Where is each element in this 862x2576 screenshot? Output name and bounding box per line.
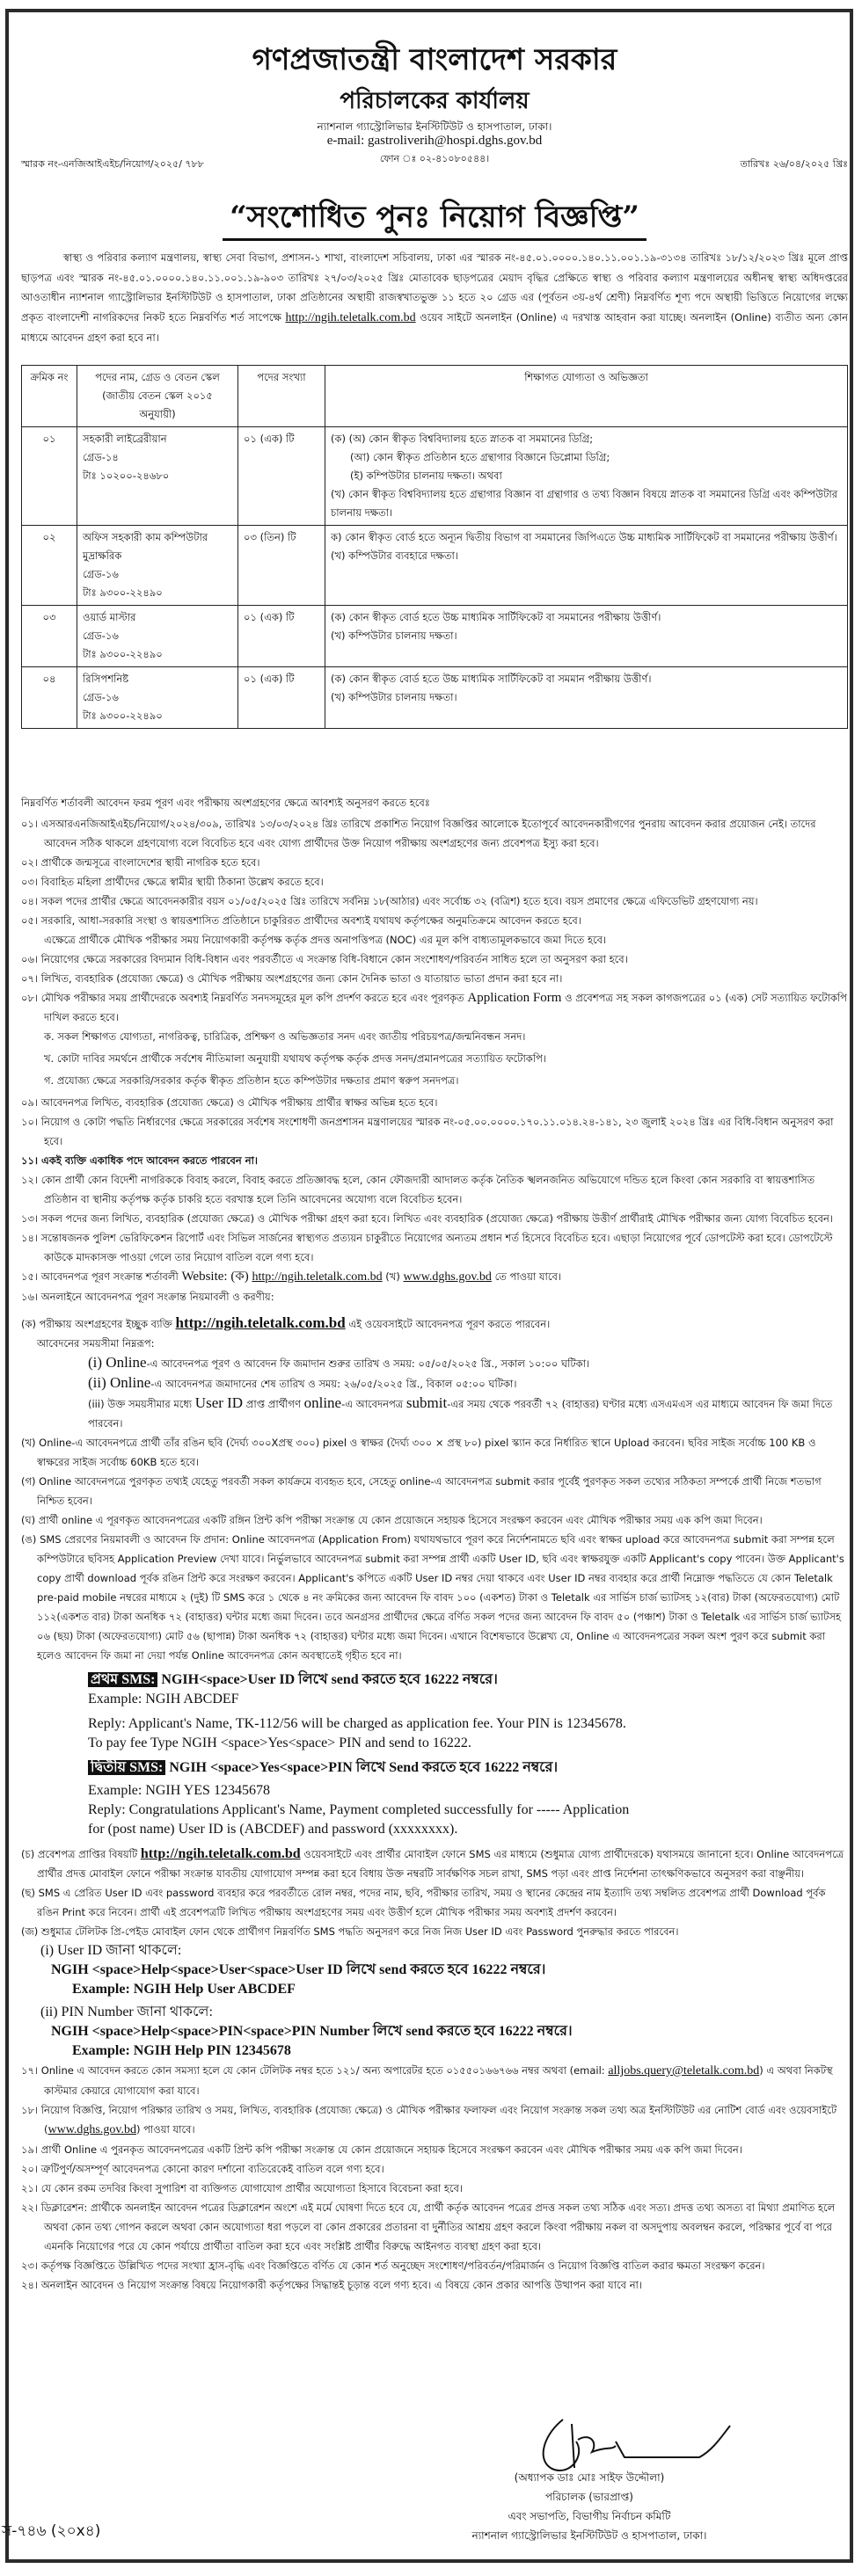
deadline-start xyxy=(88,1353,848,1373)
support-email-link[interactable]: alljobs.query@teletalk.com.bd xyxy=(608,2064,760,2078)
condition-01: ০১। এসআরএনজিআইএইচ/নিয়োগ/২০২৪/৩০৯, তারিখঃ ১৩/০৩/২০২৪ খ্রিঃ তারিখে প্রকাশিত নিয়োগ বিজ্ঞপ্তির আলোকে ইতোপূর্বে আবেদনকারীগণের পুনরায় আবেদন করার প্রয়োজন নেই। তাদের আবেদন সঠিক থাকলে গ্রহণযোগ্য বলে বিবেচিত হবে এবং যোগ্য প্রার্থীদের উক্ত নিয়োগ পরীক্ষায় অংশগ্রহণের জন্য প্রবেশপত্র ইস্যু করা হবে। xyxy=(21,818,816,849)
post-name: রিসিপশনিষ্ট xyxy=(83,673,129,685)
conditions-section xyxy=(21,793,848,2295)
condition-19: ১৯। প্রার্থী Online এ পুরনকৃত আবেদনপত্রের একটি প্রিন্ট কপি পরীক্ষা সংক্রান্ত যে কোন প্রয়োজনে সহায়ক হিসেবে সংরক্ষণ করবেন এবং মৌখিক পরীক্ষার সময় এক কপি জমা দিবেন। xyxy=(21,2143,742,2156)
rule-ka-text: (ক) পরীক্ষায় অংশগ্রহণের ইচ্ছুক ব্যক্তি xyxy=(21,1318,172,1330)
qualification-item: ক) কোন স্বীকৃত বোর্ড হতে অন্যূন দ্বিতীয় বিভাগ বা সমমানের জিপিএতে উচ্চ মাধ্যমিক সার্টিফিকেট বা সমমানের পরীক্ষায় উত্তীর্ণ। xyxy=(331,531,837,543)
notice-title xyxy=(21,194,848,244)
second-sms-reply-2: for (post name) User ID is (ABCDEF) and password (xxxxxxxx). xyxy=(88,1822,458,1837)
qualification-item: (খ) কম্পিউটার চালনায় দক্ষতা। xyxy=(331,629,457,642)
condition-17-end: ) এ অথবা নিকটস্থ কাস্টমার কেয়ারে যোগাযোগ করা যাবে। xyxy=(44,2064,833,2097)
first-sms-example: Example: NGIH ABCDEF xyxy=(88,1692,239,1706)
condition-05: ০৫। সরকারি, আধা-সরকারি সংস্থা ও স্বায়ত্তশাসিত প্রতিষ্ঠানে চাকুরিরত প্রার্থীদের অবশ্যই যথাযথ কর্তৃপক্ষের অনুমতিক্রমে আবেদন করতে হবে। xyxy=(21,914,581,927)
qualification-item: (ক) কোন স্বীকৃত বোর্ড হতে উচ্চ মাধ্যমিক সার্টিফিকেট বা সমমান পরীক্ষায় উত্তীর্ণ। xyxy=(331,673,652,685)
condition-14: ১৪। সন্তোষজনক পুলিশ ভেরিফিকেশন রিপোর্ট এবং সিভিল সার্জনের স্বাস্থ্যগত প্রত্যয়ন চাকুরীতে নিয়োগের অন্যতম প্রধান শর্ত হিসেবে বিবেচিত হবে। এছাড়া নিয়োগের পূর্বে ডোপটেস্ট করা হবে। ডোপটেস্টে কাউকে মাদকাসক্ত পাওয়া গেলে তার নিয়োগ বাতিল বলে গণ্য হবে। xyxy=(21,1232,833,1263)
post-grade: গ্রেড-১৬ xyxy=(83,629,119,642)
row-qualification xyxy=(325,606,848,667)
condition-06: ০৬। নিয়োগের ক্ষেত্রে সরকারের বিদ্যমান বিধি-বিধান এবং পরবর্তীতে এ সংক্রান্ত বিধি-বিধানে কোন সংশোধণ/পরিবর্তন সাধিত হলে তা অনুসরণ করা হবে। xyxy=(21,953,628,965)
row-post xyxy=(77,526,238,606)
intro-text-2: ওয়েব সাইটে অনলাইন (Online) এ দরখাস্ত আহবান করা যাচ্ছে। অনলাইন (Online) ব্যতীত অন্য কোন মাধ্যমে আবেদন গ্রহণ করা হবে না। xyxy=(21,310,848,344)
condition-12: ১২। কোন প্রার্থী কোন বিদেশী নাগরিককে বিবাহ করলে, বিবাহ করতে প্রতিজ্ঞাবদ্ধ হলে, কোন ফৌজদারী আদালত কর্তৃক নৈতিক স্খলনজনিত অভিযোগে দন্ডিত হলে কিংবা কোন সরকারি বা স্বায়ত্তশাসিত প্রতিষ্ঠান বা স্থানীয় কর্তৃপক্ষ কর্তৃক চাকরি হতে বরখাস্ত হলে তিনি আবেদনের অযোগ্য বলে বিবেচিত হবেন। xyxy=(21,1174,815,1205)
table-row xyxy=(22,606,848,667)
signatory-name: (অধ্যাপক ডাঃ মোঃ সাইফ উদ্দৌলা) xyxy=(514,2471,665,2484)
condition-08-text: ০৮। মৌখিক পরীক্ষার সময় প্রার্থীদেরকে অবশ্যই নিম্নবর্ণিত সনদসমূহের মূল কপি প্রদর্শণ করতে হবে এবং পূরণকৃত xyxy=(21,992,464,1004)
rule-cha xyxy=(21,1845,848,1883)
footer-code: স-৭৪৬ (২০x৪) xyxy=(2,2522,101,2540)
deadline-list xyxy=(21,1353,848,1433)
second-sms-command: NGIH <space>Yes<space>PIN লিখে Send করতে হবে 16222 নম্বরে। xyxy=(169,1760,559,1775)
condition-07: ০৭। লিখিত, ব্যবহারিক (প্রযোজ্য ক্ষেত্রে) ও মৌখিক পরীক্ষায় অংশগ্রহণের জন্য কোন দৈনিক ভাতা ও যাতায়াত ভাতা প্রদান করা হবে না। xyxy=(21,972,563,985)
intro-text: স্বাস্থ্য ও পরিবার কল্যাণ মন্ত্রণালয়, স্বাস্থ্য সেবা বিভাগ, প্রশাসন-১ শাখা, বাংলাদেশ সচিবালয়, ঢাকা এর স্মারক নং-৪৫.০১.০০০০.১৪০.১১.০০১.১৯-৩১৩৪ তারিখঃ ১৮/১২/২০২৩ খ্রিঃ মূলে প্রাপ্ত ছাড়পত্র এবং স্মারক নং-৪৫.০১.০০০০.১৪০.১১.০০১.১৯-৯০৩ তারিখঃ ২৭/০৩/২০২৫ খ্রিঃ মোতাবেক ছাড়পত্রের মেয়াদ বৃদ্ধির প্রেক্ষিতে স্বাস্থ্য ও পরিবার কল্যাণ মন্ত্রণালয়ের অধীনস্থ স্বাস্থ্য অধিদপ্তরের আওতাধীন ন্যাশনাল গ্যাস্ট্রোলিভার ইনস্টিটিউট ও হাসপাতাল, ঢাকা প্রতিষ্ঠানের অস্থায়ী রাজস্বখাতভুক্ত ১১ হতে ২০ গ্রেড এর (পূর্বতন ৩য়-৪র্থ শ্রেণী) নিম্নবর্ণিত শূণ্য পদে অস্থায়ী ভিত্তিতে নিয়োগের লক্ষ্যে প্রকৃত বাংলাদেশী নাগরিকদের নিকট হতে নিম্নবর্ণিত শর্ত সাপেক্ষে xyxy=(21,251,848,324)
condition-08-ga: গ. প্রযোজ্য ক্ষেত্রে সরকারি/সরকার কর্তৃক স্বীকৃত প্রতিষ্ঠান হতে কম্পিউটার দক্ষতার প্রমাণ স্বরুপ সনদপত্র। xyxy=(44,1074,459,1087)
first-sms-reply-2: To pay fee Type NGIH <space>Yes<space> PIN and send to 16222. xyxy=(88,1736,471,1750)
qualification-item: (ক) (অ) কোন স্বীকৃত বিশ্ববিদ্যালয় হতে স্নাতক বা সমমানের ডিগ্রি; xyxy=(331,433,594,445)
post-grade: গ্রেড-১৪ xyxy=(83,451,119,463)
deadline-start-text: -এ আবেদনপত্র পূরণ ও আবেদন ফি জমাদান শুরুর তারিখ ও সময়: ০৫/০৫/২০২৫ খ্রি., সকাল ১০:০০ ঘটিকা। xyxy=(146,1357,590,1370)
condition-18 xyxy=(21,2100,848,2140)
rule-cha-text-2: ওয়েবসাইটে এবং প্রার্থীর মোবাইল ফোনে SMS এর মাধ্যমে (শুধুমাত্র যোগ্য প্রার্থীদেরকে) যথাসময়ে জানানো হবে। Online আবেদনপত্রে প্রার্থীর প্রদত্ত মোবাইল ফোনে পরীক্ষা সংক্রান্ত যাবতীয় যোগাযোগ সম্পন্ন করা হবে বিধায় উক্ত নম্বরটি সার্বক্ষণিক সচল রাখা, SMS পড়া এবং প্রাপ্ত নির্দেশনা তাৎক্ষণিকভাবে অনুসরণ করা বাঞ্ছনীয়। xyxy=(37,1848,844,1880)
recovery-pin-command: NGIH <space>Help<space>PIN<space>PIN Number লিখে send করতে হবে 16222 নম্বরে। xyxy=(51,2024,573,2039)
condition-05-note: এক্ষেত্রে প্রার্থীকে মৌখিক পরীক্ষার সময় নিয়োগকারী কর্তৃপক্ষ কর্তৃক প্রদত্ত অনাপত্তিপত্র (NOC) এর মূল কপি বাধ্যতামূলকভাবে জমা দিতে হবে। xyxy=(44,934,607,946)
notice-frame xyxy=(5,9,853,2563)
dghs-link[interactable]: www.dghs.gov.bd xyxy=(403,1270,492,1284)
recovery-pin-example: Example: NGIH Help PIN 12345678 xyxy=(72,2043,291,2058)
post-name: ওয়ার্ড মাস্টার xyxy=(83,611,136,623)
first-sms-line xyxy=(88,1670,848,1690)
recovery-user-id-command: NGIH <space>Help<space>User<space>User ID লিখে send করতে হবে 16222 নম্বরে। xyxy=(51,1962,546,1977)
header-qualification: শিক্ষাগত যোগ্যতা ও অভিজ্ঞতা xyxy=(325,366,848,427)
row-serial: ০৩ xyxy=(22,606,77,667)
condition-16: ১৬। অনলাইনে আবেদনপত্র পূরণ সংক্রান্ত নিয়মাবলী ও করণীয়: xyxy=(21,1291,274,1303)
condition-08-sublist xyxy=(21,1027,848,1090)
condition-08 xyxy=(21,988,848,1027)
deadline-heading: আবেদনের সময়সীমা নিম্নরূপ: xyxy=(37,1337,155,1350)
rule-ka xyxy=(21,1313,848,1334)
table-row xyxy=(22,526,848,606)
qualification-item: (খ) কম্পিউটার ব্যবহারে দক্ষতা। xyxy=(331,549,458,562)
row-post xyxy=(77,606,238,667)
post-name: সহকারী লাইব্রেরীয়ান xyxy=(83,433,167,445)
admit-card-link[interactable]: http://ngih.teletalk.com.bd xyxy=(140,1846,301,1861)
row-count: ০৩ (তিন) টি xyxy=(238,526,325,606)
post-scale: টাঃ ১০২০০-২৪৬৮০ xyxy=(83,469,170,482)
online-label: (i) Online xyxy=(88,1354,147,1371)
apply-link[interactable]: http://ngih.teletalk.com.bd xyxy=(175,1314,346,1331)
header-post: পদের নাম, গ্রেড ও বেতন স্কেল (জাতীয় বেতন স্কেল ২০১৫ অনুযায়ী) xyxy=(77,366,238,427)
second-sms-tag: দ্বিতীয় SMS: xyxy=(88,1760,165,1775)
condition-09: ০৯। আবেদনপত্র লিখিত, ব্যবহারিক (প্রযোজ্য ক্ষেত্রে) ও মৌখিক পরীক্ষায় প্রার্থীর স্বাক্ষর অভিন্ন হতে হবে। xyxy=(21,1096,438,1109)
row-serial: ০২ xyxy=(22,526,77,606)
row-post xyxy=(77,667,238,729)
table-row xyxy=(22,427,848,526)
condition-04: ০৪। সকল পদের প্রার্থীর ক্ষেত্রে আবেদনকারীর বয়স ০১/০৫/২০২৫ খ্রিঃ তারিখে সর্বনিম্ন ১৮(আঠার) এবং সর্বোচ্চ ৩২ (বত্রিশ) হতে হবে। বয়স প্রমাণের ক্ষেত্রে এফিডেভিট গ্রহণযোগ্য নয়। xyxy=(21,895,758,907)
post-scale: টাঃ ৯৩০০-২২৪৯০ xyxy=(83,709,163,722)
condition-15-kha: (খ) xyxy=(385,1270,400,1283)
rule-ga: (গ) Online আবেদনপত্রে পুরণকৃত তথ্যই যেহেতু পরবর্তী সকল কার্যক্রমে ব্যবহৃত হবে, সেহেতু online-এ আবেদনপত্র submit করার পূর্বেই পুরণকৃত সকল তথ্যের সঠিকতা সম্পর্কে প্রার্থী নিজে শতভাগ নিশ্চিত হবেন। xyxy=(21,1475,822,1507)
recovery-user-id-example: Example: NGIH Help User ABCDEF xyxy=(72,1982,296,1997)
qualification-item: (ক) কোন স্বীকৃত বোর্ড হতে উচ্চ মাধ্যমিক সার্টিফিকেট বা সমমানের পরীক্ষায় উত্তীর্ণ। xyxy=(331,611,661,623)
first-sms-reply: Reply: Applicant's Name, TK-112/56 will be charged as application fee. Your PIN is 12345678. xyxy=(88,1716,626,1731)
intro-paragraph xyxy=(21,248,848,348)
first-sms-tag: প্রথম SMS: xyxy=(88,1672,157,1687)
rule-uma: (ঙ) SMS প্রেরণের নিয়মাবলী ও আবেদন ফি প্রদান: Online আবেদনপত্র (Application From) যথাযথভাবে পূরণ করে নির্দেশনামতে ছবি এবং স্বাক্ষর upload করে আবেদনপত্র submit করা সম্পন্ন হলে কম্পিউটারে ছবিসহ Application Preview দেখা যাবে। নির্ভুলভাবে আবেদনপত্র submit করা সম্পন্ন প্রার্থী একটি User ID, ছবি এবং স্বাক্ষরযুক্ত একটি Applicant's copy পাবেন। উক্ত Applicant's copy প্রার্থী download পূর্বক রঙিন প্রিন্ট করে সংরক্ষণ করবেন। Applicant's কপিতে একটি User ID নম্বর দেয়া থাকবে এবং User ID নম্বর ব্যবহার করে প্রার্থী নিম্নোক্ত পদ্ধতিতে যে কোন Teletalk pre-paid mobile নম্বরের মাধ্যমে ২ (দুই) টি SMS করে ১ থেকে ৪ নং ক্রমিকের জন্য আবেদন ফি বাবদ ১০০ (একশত) টাকা ও Teletalk এর সার্ভিস চার্জ ভ্যাটসহ ১২(বার) টাকা (অফেরতযোগ্য) মোট ১১২(একশত বার) টাকা অনধিক ৭২ (বাহাত্তর) ঘন্টার মধ্যে জমা দিবেন। তবে অনগ্রসর প্রার্থীদের ক্ষেত্রে বর্ণিত সকল পদের জন্য আবেদন ফি বাবদ ৫০ (পঞ্চাশ) টাকা ও Teletalk এর সার্ভিস চার্জ ভ্যাটসহ ০৬ (ছয়) টাকা (অফেরতযোগ্য) মোট ৫৬ (ছাপান্ন) টাকা অনধিক ৭২ (বাহাত্তর) ঘন্টার মধ্যে জমা দিবেন। এখানে বিশেষভাবে উল্লেখ্য যে, Online এ আবেদনপত্রের সকল অংশ পুরণ করে submit করা হলেও আবেদন ফি জমা না দেয়া পর্যন্ত Online আবেদনপত্র কোন অবস্থাতেই গৃহীত হবে না। xyxy=(21,1533,844,1662)
condition-08-text-2: ও প্রবেশপত্র সহ সকল কাগজপত্রের ০১ (এক) সেট সত্যায়িত ফটোকপি দাখিল করতে হবে। xyxy=(44,992,847,1023)
qualification-item: (খ) কম্পিউটার চালনায় দক্ষতা। xyxy=(331,691,457,703)
phone-line: ফোন ঃ ০২-৪১০৮০৫৪৪। xyxy=(379,153,490,164)
condition-13: ১৩। সকল পদের জন্য লিখিত, ব্যবহারিক (প্রযোজ্য ক্ষেত্রে) ও মৌখিক পরীক্ষা গ্রহণ করা হবে। লিখিত এবং ব্যবহারিক (প্রযোজ্য ক্ষেত্রে) পরীক্ষায় উত্তীর্ণ প্রার্থীরাই মৌখিক পরীক্ষার জন্য যোগ্য বিবেচিত হবেন। xyxy=(21,1212,833,1225)
post-grade: গ্রেড-১৬ xyxy=(83,568,119,580)
deadline-fee-text: (iii) উক্ত সময়সীমার মধ্যে xyxy=(88,1398,193,1410)
condition-20: ২০। ত্রুটিপুর্ণ/অসম্পূর্ণ আবেদনপত্র কোনো কারণ দর্শানো ব্যতিরেকেই বাতিল বলে গণ্য হবে। xyxy=(21,2163,384,2175)
condition-24: ২৪। অনলাইন আবেদন ও নিয়োগ সংক্রান্ত বিষয়ে নিয়োগকারী কর্তৃপক্ষের সিদ্ধান্তই চূড়ান্ত বলে গণ্য হবে। এ বিষয়ে কোন প্রকার আপত্তি উত্থাপন করা যাবে না। xyxy=(21,2279,643,2291)
condition-11: ১১। একই ব্যক্তি একাধিক পদে আবেদন করতে পারবেন না। xyxy=(21,1154,259,1167)
post-scale: টাঃ ৯৩০০-২২৪৯০ xyxy=(83,586,163,599)
institute-name: ন্যাশনাল গ্যাস্ট্রোলিভার ইনস্টিটিউট ও হাসপাতাল, ঢাকা। xyxy=(317,120,552,133)
post-scale: টাঃ ৯৩০০-২২৪৯০ xyxy=(83,648,163,660)
deadline-end-text: -এ আবেদনপত্র জমাদানের শেষ তারিখ ও সময়: ২৬/০৫/২০২৫ খ্রি., বিকাল ০৫:০০ ঘটিকা। xyxy=(150,1378,517,1390)
rule-ja: (জ) শুধুমাত্র টেলিটক প্রি-পেইড মোবাইল ফোন থেকে প্রার্থীগণ নিম্নবর্ণিত SMS পদ্ধতি অনুসরণ করে নিজ নিজ User ID এবং Password পুনরুদ্ধার করতে পারবেন। xyxy=(21,1925,679,1938)
dghs-website-link[interactable]: www.dghs.gov.bd xyxy=(47,2123,136,2136)
condition-02: ০২। প্রার্থীকে জন্মসূত্রে বাংলাদেশের স্থায়ী নাগরিক হতে হবে। xyxy=(21,856,260,869)
condition-21: ২১। যে কোন রকম তদবির কিংবা সুপারিশ বা ব্যক্তিগত যোগাযোগ প্রার্থীর অযোগ্যতা হিসাবে বিবেচনা করা হবে। xyxy=(21,2182,464,2194)
intro-link[interactable]: http://ngih.teletalk.com.bd xyxy=(285,310,416,324)
condition-18-end: ) পাওয়া যাবে। xyxy=(135,2123,195,2136)
signatory-designation: পরিচালক (ভারপ্রাপ্ত) xyxy=(545,2491,633,2503)
header-serial: ক্রমিক নং xyxy=(22,366,77,427)
condition-17-text: ১৭। Online এ আবেদন করতে কোন সমস্যা হলে যে কোন টেলিটক নম্বর হতে ১২১/ অন্য অপারেটর হতে ০১৫৫০১৬৬৭৬৬ নম্বর অথবা (email: xyxy=(21,2064,605,2077)
website-label: Website: (ক) xyxy=(181,1270,249,1284)
memo-number: স্মারক নং-এনজিআইএইচ/নিয়োগ/২০২৫/ ৭৮৮ xyxy=(21,158,204,170)
submit-label: submit xyxy=(405,1394,448,1411)
signatory-institute: ন্যাশনাল গ্যাস্ট্রোলিভার ইনস্টিটিউট ও হাসপাতাল, ঢাকা। xyxy=(471,2529,707,2542)
first-sms-command: NGIH<space>User ID লিখে send করতে হবে 16222 নম্বরে। xyxy=(161,1672,498,1687)
row-count: ০১ (এক) টি xyxy=(238,667,325,729)
row-count: ০১ (এক) টি xyxy=(238,606,325,667)
header-count: পদের সংখ্যা xyxy=(238,366,325,427)
online-label: (ii) Online xyxy=(88,1374,151,1391)
condition-23: ২৩। কর্তৃপক্ষ বিজ্ঞপ্তিতে উল্লিখিত পদের সংখ্যা হ্রাস-বৃদ্ধি এবং বিজ্ঞপ্তিতে বর্ণিত যে কোন শর্ত অনুচ্ছেদ সংশোধণ/পরিবর্তন/পরিমার্জন ও নিয়োগ বিজ্ঞপ্তি বাতিল করার ক্ষমতা সংরক্ষণ করেন। xyxy=(21,2259,765,2272)
condition-08-ka: ক. সকল শিক্ষাগত যোগ্যতা, নাগরিকত্ব, চারিত্রিক, প্রশিক্ষণ ও অভিজ্ঞতার সনদ এবং জাতীয় পরিচয়পত্র/জন্মনিবন্ধন সনদ। xyxy=(44,1030,526,1043)
post-grade: গ্রেড-১৬ xyxy=(83,691,119,703)
row-serial: ০৪ xyxy=(22,667,77,729)
table-header-row xyxy=(22,366,848,427)
teletalk-link[interactable]: http://ngih.teletalk.com.bd xyxy=(252,1270,383,1284)
table-row xyxy=(22,667,848,729)
deadline-end xyxy=(88,1373,848,1394)
qualification-item: (আ) কোন স্বীকৃত প্রতিষ্ঠান হতে গ্রন্থাগার বিজ্ঞানে ডিপ্লোমা ডিগ্রি; xyxy=(350,451,610,463)
row-qualification xyxy=(325,526,848,606)
rule-cha-text: (চ) প্রবেশপত্র প্রাপ্তির বিষয়টি xyxy=(21,1848,138,1860)
recovery-pin-heading: (ii) PIN Number জানা থাকলে: xyxy=(40,2005,213,2019)
deadline-fee-text-3: -এ আবেদনপত্র xyxy=(341,1398,404,1410)
second-sms-line xyxy=(88,1758,848,1778)
condition-15 xyxy=(21,1267,848,1287)
office-heading: পরিচালকের কার্যালয় xyxy=(340,88,530,114)
online-label: online xyxy=(303,1394,342,1411)
second-sms-example: Example: NGIH YES 12345678 xyxy=(88,1783,270,1798)
conditions-heading: নিম্নবর্ণিত শর্তাবলী আবেদন ফরম পূরণ এবং পরীক্ষায় অংশগ্রহণের ক্ষেত্রে আবশ্যই অনুসরণ করতে হবেঃ xyxy=(21,797,430,809)
signature-block xyxy=(369,2415,809,2545)
qualification-item: (ই) কম্পিউটার চালনায় দক্ষতা। অথবা xyxy=(350,469,502,482)
rule-ka-text-2: এই ওয়েবসাইটে আবেদনপত্র পূরণ করতে পারবেন। xyxy=(348,1318,551,1330)
condition-08-kha: খ. কোটা দাবির সমর্থনে প্রার্থীকে সর্বশেষ নীতিমালা অনুযায়ী যথাযথ কর্তৃপক্ষ কর্তৃক প্রদত্ত সনদ/প্রমানপত্রের সত্যায়িত ফটোকপি। xyxy=(44,1052,547,1065)
application-form-label: Application Form xyxy=(467,991,562,1005)
posts-table xyxy=(21,365,848,729)
condition-18-text: ১৮। নিয়োগ বিজ্ঞপ্তি, নিয়োগ পরিক্ষার তারিখ ও সময়, লিখিত, ব্যবহারিক (প্রযোজ্য ক্ষেত্রে) ও মৌখিক পরীক্ষার ফলাফল এবং নিয়োগ সংক্রান্ত সকল তথ্য অত্র ইনস্টিটিউট এর নোটিশ বোর্ড এবং ওয়েবসাইটে ( xyxy=(21,2104,837,2136)
condition-22: ২২। ডিক্লারেশন: প্রার্থীকে অনলাইন আবেদন পত্রের ডিক্লারেশন অংশে এই মর্মে ঘোষণা দিতে হবে যে, প্রার্থী কর্তৃক আবেদন পত্রের প্রদত্ত সকল তথ্য সঠিক এবং সত্য। প্রদত্ত তথ্য অসত্য বা মিথ্যা প্রমাণিত হলে অথবা কোন তথ্য গোপন করলে অথবা কোন অযোগ্যতা ধরা পড়লে বা কোন প্রকারের প্রতারনা বা দুর্নীতির আশ্রয় গ্রহণ করলে কিংবা পরীক্ষায় নকল বা অসদুপায় অবলম্বন করলে, পরিক্ষার পূর্বে বা পরে এমনকি নিয়োগের পরে যে কোন পর্যায়ে প্রার্থীতা বাতিল করা হবে এবং সংশ্লিষ্ট প্রার্থীর বিরুদ্ধে আইনগত ব্যবস্থা গ্রহণ করা হবে। xyxy=(21,2201,836,2252)
user-id-label: User ID xyxy=(194,1394,244,1411)
signatory-committee: এবং সভাপতি, বিভাগীয় নির্বাচন কমিটি xyxy=(508,2510,671,2522)
deadline-fee-text-4: -এর সময় থেকে পরবর্তী ৭২ (বাহাত্তর) ঘণ্টার মধ্যে এসএমএস এর মাধ্যমে আবেদন ফি জমা দিতে পারবেন। xyxy=(88,1398,833,1430)
recovery-instructions xyxy=(21,1941,848,2061)
deadline-fee xyxy=(88,1394,848,1433)
condition-15-text: ১৫। আবেদনপত্র পূরণ সংক্রান্ত শর্তাবলী xyxy=(21,1270,179,1283)
row-count: ০১ (এক) টি xyxy=(238,427,325,526)
recovery-user-id-heading: (i) User ID জানা থাকলে: xyxy=(40,1943,182,1958)
rule-gha: (ঘ) প্রার্থী online এ পূরণকৃত আবেদনপত্রের একটি রঙ্গিন প্রিন্ট কপি পরীক্ষা সংক্রান্ত যে কোন প্রয়োজনে সহায়ক হিসেবে সংরক্ষণ করবেন এবং মৌখিক পরীক্ষার সময় এক কপি জমা দিবেন। xyxy=(21,1514,763,1526)
condition-10: ১০। নিয়োগ ও কোটা পদ্ধতি নির্ধারণের ক্ষেত্রে সরকারের সর্বশেষ সংশোধণী জনপ্রশাসন মন্ত্রণালয়ের স্মারক নং-০৫.০০.০০০০.১৭০.১১.০১৪.২৪-১৪১, ২৩ জুলাই ২০২৪ খ্রিঃ এর বিধি-বিধান অনুসরণ করা হবে। xyxy=(21,1116,834,1147)
row-qualification xyxy=(325,667,848,729)
condition-03: ০৩। বিবাহিত মহিলা প্রার্থীদের ক্ষেত্রে স্বামীর স্থায়ী ঠিকানা উল্লেখ করতে হবে। xyxy=(21,876,324,888)
row-qualification xyxy=(325,427,848,526)
first-sms-block xyxy=(21,1670,848,1839)
email-line: e-mail: gastroliverih@hospi.dghs.gov.bd xyxy=(326,134,543,148)
rule-chha: (ছ) SMS এ প্রেরিত User ID এবং password ব্যবহার করে পরবর্তীতে রোল নম্বর, পদের নাম, ছবি, পরীক্ষার তারিখ, সময় ও স্থানের কেন্দ্রের নাম ইত্যাদি তথ্য সম্বলিত প্রবেশপত্র প্রার্থী Download পূর্বক রঙিন Print করে নিবেন। প্রার্থী এই প্রবেশপত্রটি লিখিত পরীক্ষায় অংশগ্রহণের সময় এবং উত্তীর্ণ হলে মৌখিক পরীক্ষার সময় অবশ্যই প্রদর্শণ করবেন। xyxy=(21,1887,826,1918)
row-post xyxy=(77,427,238,526)
condition-15-end: তে পাওয়া যাবে। xyxy=(494,1270,562,1283)
second-sms-reply: Reply: Congratulations Applicant's Name, Payment completed successfully for ----- Application xyxy=(88,1802,630,1817)
deadline-fee-text-2: প্রাপ্ত প্রার্থীগণ xyxy=(245,1398,301,1410)
government-heading: গণপ্রজাতন্ত্রী বাংলাদেশ সরকার xyxy=(252,42,617,77)
notice-date: তারিখঃ ২৬/০৪/২০২৫ খ্রিঃ xyxy=(740,158,848,170)
post-name: অফিস সহকারী কাম কম্পিউটার মুদ্রাক্ষরিক xyxy=(83,531,208,562)
condition-17 xyxy=(21,2061,848,2100)
rule-kha: (খ) Online-এ আবেদনপত্রে প্রার্থী তাঁর রঙিন ছবি (দৈর্ঘ্য ৩০০Xপ্রস্থ ৩০০) pixel ও স্বাক্ষর (দৈর্ঘ্য ৩০০ × প্রস্থ ৮০) pixel স্ক্যান করে নির্ধারিত স্থানে Upload করবেন। ছবির সাইজ সর্বোচ্চ 100 KB ও স্বাক্ষরের সাইজ সর্বোচ্চ 60KB হতে হবে। xyxy=(21,1437,816,1468)
notice-title-text: “সংশোধিত পুনঃ নিয়োগ বিজ্ঞপ্তি” xyxy=(223,200,646,241)
qualification-item: (খ) কোন স্বীকৃত বিশ্ববিদ্যালয় হতে গ্রন্থাগার বিজ্ঞান বা গ্রন্থাগার ও তথ্য বিজ্ঞান বিষয়ে স্নাতক বা সমমানের ডিগ্রি এবং কম্পিউটার চালনায় দক্ষতা। xyxy=(331,488,838,519)
row-serial: ০১ xyxy=(22,427,77,526)
